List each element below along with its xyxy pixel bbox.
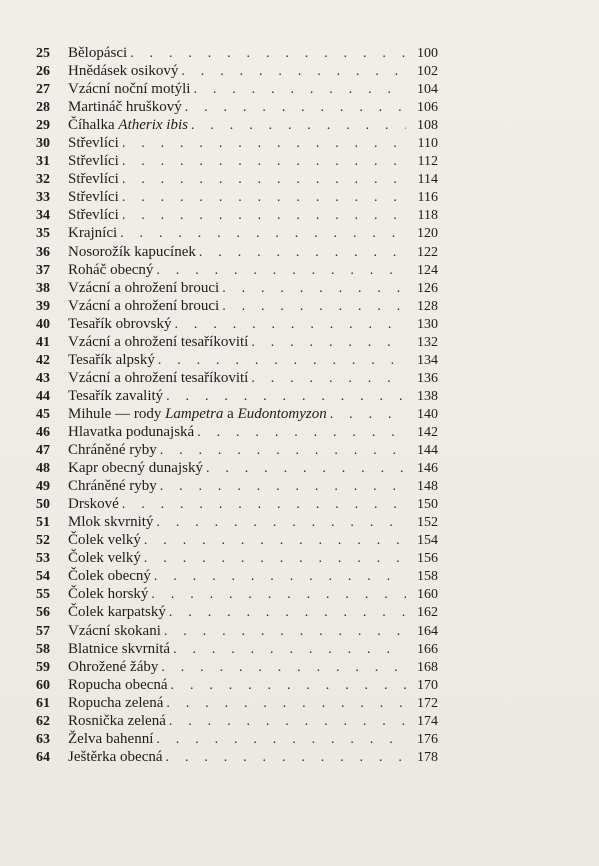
entry-title-text: Martináč hruškový: [68, 99, 182, 116]
entry-title: [68, 567, 154, 585]
dot-leader: [122, 135, 406, 153]
toc-entry: [36, 44, 438, 62]
entry-title: [68, 531, 144, 549]
toc-entry: [36, 188, 438, 206]
entry-title: [68, 206, 122, 224]
entry-title-text: Mihule — rody: [68, 405, 166, 422]
toc-entry: [36, 224, 438, 242]
toc-entry: [36, 549, 438, 567]
entry-title-text: Vzácní a ohrožení brouci: [68, 297, 220, 314]
entry-title: [68, 549, 144, 567]
entry-page-number: 160: [417, 587, 438, 603]
entry-number: 47: [36, 443, 50, 459]
entry-page-number: 138: [417, 388, 438, 404]
entry-page-number: 148: [417, 479, 438, 495]
entry-number: 35: [36, 226, 50, 242]
toc-entry: [36, 748, 438, 766]
entry-title: [68, 116, 191, 134]
toc-entry: [36, 62, 438, 80]
dot-leader: [156, 262, 406, 280]
entry-page-number: 124: [417, 262, 438, 278]
entry-title-text: Chráněné ryby: [68, 442, 157, 459]
entry-number: 38: [36, 280, 50, 296]
toc-entry: [36, 116, 438, 134]
entry-title-text: Vzácní a ohrožení tesaříkovití: [68, 369, 249, 386]
entry-number: 31: [36, 154, 50, 170]
entry-page-number: 144: [417, 443, 438, 459]
entry-title: [68, 80, 193, 98]
dot-leader: [122, 207, 406, 225]
toc-entry: [36, 441, 438, 459]
entry-page-number: 150: [417, 497, 438, 513]
entry-page-number: 170: [417, 677, 438, 693]
entry-number: 25: [36, 46, 50, 61]
dot-leader: [251, 334, 406, 352]
table-of-contents: [36, 44, 438, 766]
entry-title-text: Tesařík obrovský: [68, 315, 172, 332]
entry-number: 59: [36, 659, 50, 675]
entry-title-text: Drskové: [68, 496, 119, 513]
entry-number: 33: [36, 190, 50, 206]
entry-title: [68, 315, 175, 333]
entry-title: [68, 748, 166, 766]
entry-number: 36: [36, 244, 50, 260]
entry-number: 32: [36, 172, 50, 188]
entry-number: 28: [36, 100, 50, 116]
entry-title-text: Mlok skvrnitý: [68, 514, 154, 531]
toc-entry: [36, 369, 438, 387]
entry-number: 37: [36, 262, 50, 278]
dot-leader: [199, 244, 406, 262]
dot-leader: [151, 586, 406, 604]
entry-title-text: Čolek velký: [68, 532, 141, 549]
entry-number: 52: [36, 533, 50, 549]
entry-title: [68, 603, 169, 621]
entry-title-text: Chráněné ryby: [68, 478, 157, 495]
entry-title: [68, 676, 171, 694]
entry-number: 39: [36, 298, 50, 314]
dot-leader: [161, 659, 406, 677]
dot-leader: [144, 550, 406, 568]
entry-title-italic: Atherix ibis: [118, 117, 188, 134]
toc-entry: [36, 134, 438, 152]
entry-title: [68, 658, 161, 676]
entry-title: [68, 513, 156, 531]
dot-leader: [175, 316, 406, 334]
toc-entry: [36, 279, 438, 297]
entry-title: [68, 98, 185, 116]
entry-page-number: 116: [417, 190, 438, 206]
entry-title-text: Tesařík zavalitý: [68, 387, 164, 404]
entry-number: 56: [36, 605, 50, 621]
entry-page-number: 140: [417, 406, 438, 422]
entry-title: [68, 44, 130, 62]
entry-title: [68, 297, 222, 315]
toc-entry: [36, 351, 438, 369]
dot-leader: [144, 532, 406, 550]
toc-entry: [36, 80, 438, 98]
entry-page-number: 176: [417, 731, 438, 747]
toc-entry: [36, 405, 438, 423]
entry-page-number: 156: [417, 551, 438, 567]
dot-leader: [160, 442, 406, 460]
dot-leader: [154, 568, 406, 586]
entry-number: 58: [36, 641, 50, 657]
entry-title: [68, 495, 122, 513]
entry-title-text: Roháč obecný: [68, 261, 154, 278]
entry-title-text: Vzácní skokani: [68, 622, 161, 639]
dot-leader: [185, 99, 406, 117]
entry-title: [68, 640, 173, 658]
entry-page-number: 172: [417, 695, 438, 711]
entry-number: 46: [36, 424, 50, 440]
entry-title-text: Blatnice skvrnitá: [68, 640, 171, 657]
entry-number: 40: [36, 316, 50, 332]
dot-leader: [122, 189, 406, 207]
entry-title-text: Ještěrka obecná: [68, 748, 163, 765]
dot-leader: [166, 749, 406, 767]
entry-number: 50: [36, 497, 50, 513]
entry-page-number: 142: [417, 424, 438, 440]
entry-page-number: 134: [417, 352, 438, 368]
dot-leader: [130, 45, 406, 63]
entry-title-text: Čolek karpatský: [68, 604, 166, 621]
entry-page-number: 162: [417, 605, 438, 621]
toc-entry: [36, 712, 438, 730]
dot-leader: [193, 81, 406, 99]
entry-title-text: Kapr obecný dunajský: [68, 460, 203, 477]
toc-entry: [36, 477, 438, 495]
entry-title: [68, 405, 330, 423]
entry-number: 34: [36, 208, 50, 224]
entry-title-text: Vzácní a ohrožení brouci: [68, 279, 220, 296]
entry-page-number: 158: [417, 569, 438, 585]
entry-page-number: 128: [417, 298, 438, 314]
toc-entry: [36, 243, 438, 261]
entry-page-number: 104: [417, 82, 438, 98]
entry-title-text: Střevlíci: [68, 207, 119, 224]
toc-entry: [36, 206, 438, 224]
toc-entry: [36, 387, 438, 405]
entry-title-text: Střevlíci: [68, 135, 119, 152]
dot-leader: [169, 713, 406, 731]
entry-title-text: Střevlíci: [68, 189, 119, 206]
entry-title-text: Čolek horský: [68, 586, 149, 603]
entry-page-number: 178: [417, 749, 438, 765]
entry-number: 63: [36, 731, 50, 747]
entry-title-text: Vzácní noční motýli: [68, 81, 191, 98]
entry-number: 60: [36, 677, 50, 693]
dot-leader: [330, 406, 406, 424]
entry-page-number: 164: [417, 623, 438, 639]
entry-title-text: Vzácní a ohrožení tesaříkovití: [68, 333, 249, 350]
entry-page-number: 120: [417, 226, 438, 242]
entry-number: 53: [36, 551, 50, 567]
entry-title: [68, 170, 122, 188]
entry-title: [68, 224, 120, 242]
entry-title: [68, 441, 160, 459]
dot-leader: [160, 478, 406, 496]
dot-leader: [122, 496, 406, 514]
entry-title-italic: Lampetra: [165, 405, 224, 422]
entry-page-number: 110: [417, 136, 438, 152]
entry-page-number: 108: [417, 118, 438, 134]
entry-page-number: 168: [417, 659, 438, 675]
dot-leader: [156, 514, 406, 532]
entry-page-number: 174: [417, 713, 438, 729]
dot-leader: [222, 280, 406, 298]
entry-title: [68, 622, 164, 640]
entry-title: [68, 712, 169, 730]
entry-number: 54: [36, 569, 50, 585]
entry-number: 26: [36, 64, 50, 80]
dot-leader: [122, 153, 406, 171]
dot-leader: [164, 623, 406, 641]
entry-number: 41: [36, 334, 50, 350]
entry-page-number: 126: [417, 280, 438, 296]
entry-title-text: Čolek obecný: [68, 568, 151, 585]
entry-page-number: 100: [417, 46, 438, 61]
entry-title-text: Ropucha zelená: [68, 694, 164, 711]
toc-entry: [36, 603, 438, 621]
entry-title: [68, 152, 122, 170]
entry-number: 49: [36, 479, 50, 495]
entry-number: 29: [36, 118, 50, 134]
entry-title-text: Ohrožené žáby: [68, 658, 159, 675]
entry-title-italic: Eudontomyzon: [237, 405, 327, 422]
entry-page-number: 136: [417, 370, 438, 386]
dot-leader: [156, 731, 406, 749]
toc-entry: [36, 694, 438, 712]
entry-title: [68, 134, 122, 152]
entry-number: 62: [36, 713, 50, 729]
entry-page-number: 152: [417, 515, 438, 531]
entry-title-text: a: [223, 405, 238, 422]
entry-title: [68, 62, 181, 80]
toc-entry: [36, 98, 438, 116]
entry-title-text: Rosnička zelená: [68, 712, 166, 729]
toc-entry: [36, 513, 438, 531]
entry-title-text: Želva bahenní: [68, 730, 154, 747]
entry-title-text: Tesařík alpský: [68, 351, 155, 368]
dot-leader: [166, 695, 406, 713]
entry-title: [68, 585, 151, 603]
toc-entry: [36, 622, 438, 640]
entry-page-number: 132: [417, 334, 438, 350]
dot-leader: [181, 63, 406, 81]
dot-leader: [206, 460, 406, 478]
entry-title-text: Střevlíci: [68, 171, 119, 188]
entry-page-number: 146: [417, 461, 438, 477]
entry-title: [68, 369, 251, 387]
toc-entry: [36, 567, 438, 585]
toc-entry: [36, 531, 438, 549]
toc-entry: [36, 585, 438, 603]
toc-entry: [36, 315, 438, 333]
entry-title: [68, 387, 166, 405]
entry-title: [68, 459, 206, 477]
entry-title: [68, 243, 199, 261]
entry-title: [68, 261, 156, 279]
entry-page-number: 112: [417, 154, 438, 170]
toc-entry: [36, 658, 438, 676]
entry-page-number: 130: [417, 316, 438, 332]
entry-number: 30: [36, 136, 50, 152]
entry-title: [68, 477, 160, 495]
toc-entry: [36, 423, 438, 441]
toc-entry: [36, 730, 438, 748]
entry-page-number: 118: [417, 208, 438, 224]
entry-page-number: 106: [417, 100, 438, 116]
dot-leader: [173, 641, 406, 659]
dot-leader: [191, 117, 406, 135]
entry-title-text: Krajníci: [68, 225, 118, 242]
toc-entry: [36, 333, 438, 351]
dot-leader: [166, 388, 406, 406]
entry-number: 42: [36, 352, 50, 368]
dot-leader: [197, 424, 406, 442]
entry-number: 44: [36, 388, 50, 404]
entry-title-text: Hnědásek osikový: [68, 63, 179, 80]
entry-number: 48: [36, 461, 50, 477]
entry-title-text: Střevlíci: [68, 153, 119, 170]
entry-number: 57: [36, 623, 50, 639]
entry-number: 61: [36, 695, 50, 711]
entry-page-number: 102: [417, 64, 438, 80]
dot-leader: [169, 604, 406, 622]
entry-title-text: Nosorožík kapucínek: [68, 243, 196, 260]
toc-entry: [36, 261, 438, 279]
entry-title: [68, 351, 158, 369]
toc-entry: [36, 495, 438, 513]
entry-number: 43: [36, 370, 50, 386]
entry-title-text: Číhalka: [68, 117, 119, 134]
entry-number: 55: [36, 587, 50, 603]
entry-title-text: Hlavatka podunajská: [68, 423, 195, 440]
entry-title: [68, 730, 156, 748]
entry-number: 45: [36, 406, 50, 422]
entry-page-number: 122: [417, 244, 438, 260]
dot-leader: [122, 171, 406, 189]
entry-title: [68, 279, 222, 297]
entry-title: [68, 188, 122, 206]
toc-entry: [36, 640, 438, 658]
entry-page-number: 114: [417, 172, 438, 188]
entry-page-number: 166: [417, 641, 438, 657]
entry-title: [68, 423, 197, 441]
entry-number: 64: [36, 749, 50, 765]
toc-entry: [36, 297, 438, 315]
dot-leader: [222, 298, 406, 316]
dot-leader: [120, 225, 406, 243]
entry-title-text: Bělopásci: [68, 45, 128, 61]
entry-title: [68, 694, 166, 712]
dot-leader: [251, 370, 406, 388]
entry-title-text: Ropucha obecná: [68, 676, 168, 693]
toc-entry: [36, 152, 438, 170]
toc-entry: [36, 170, 438, 188]
toc-entry: [36, 676, 438, 694]
toc-entry: [36, 459, 438, 477]
dot-leader: [158, 352, 406, 370]
entry-number: 27: [36, 82, 50, 98]
entry-page-number: 154: [417, 533, 438, 549]
dot-leader: [171, 677, 406, 695]
entry-title-text: Čolek velký: [68, 550, 141, 567]
entry-number: 51: [36, 515, 50, 531]
entry-title: [68, 333, 251, 351]
